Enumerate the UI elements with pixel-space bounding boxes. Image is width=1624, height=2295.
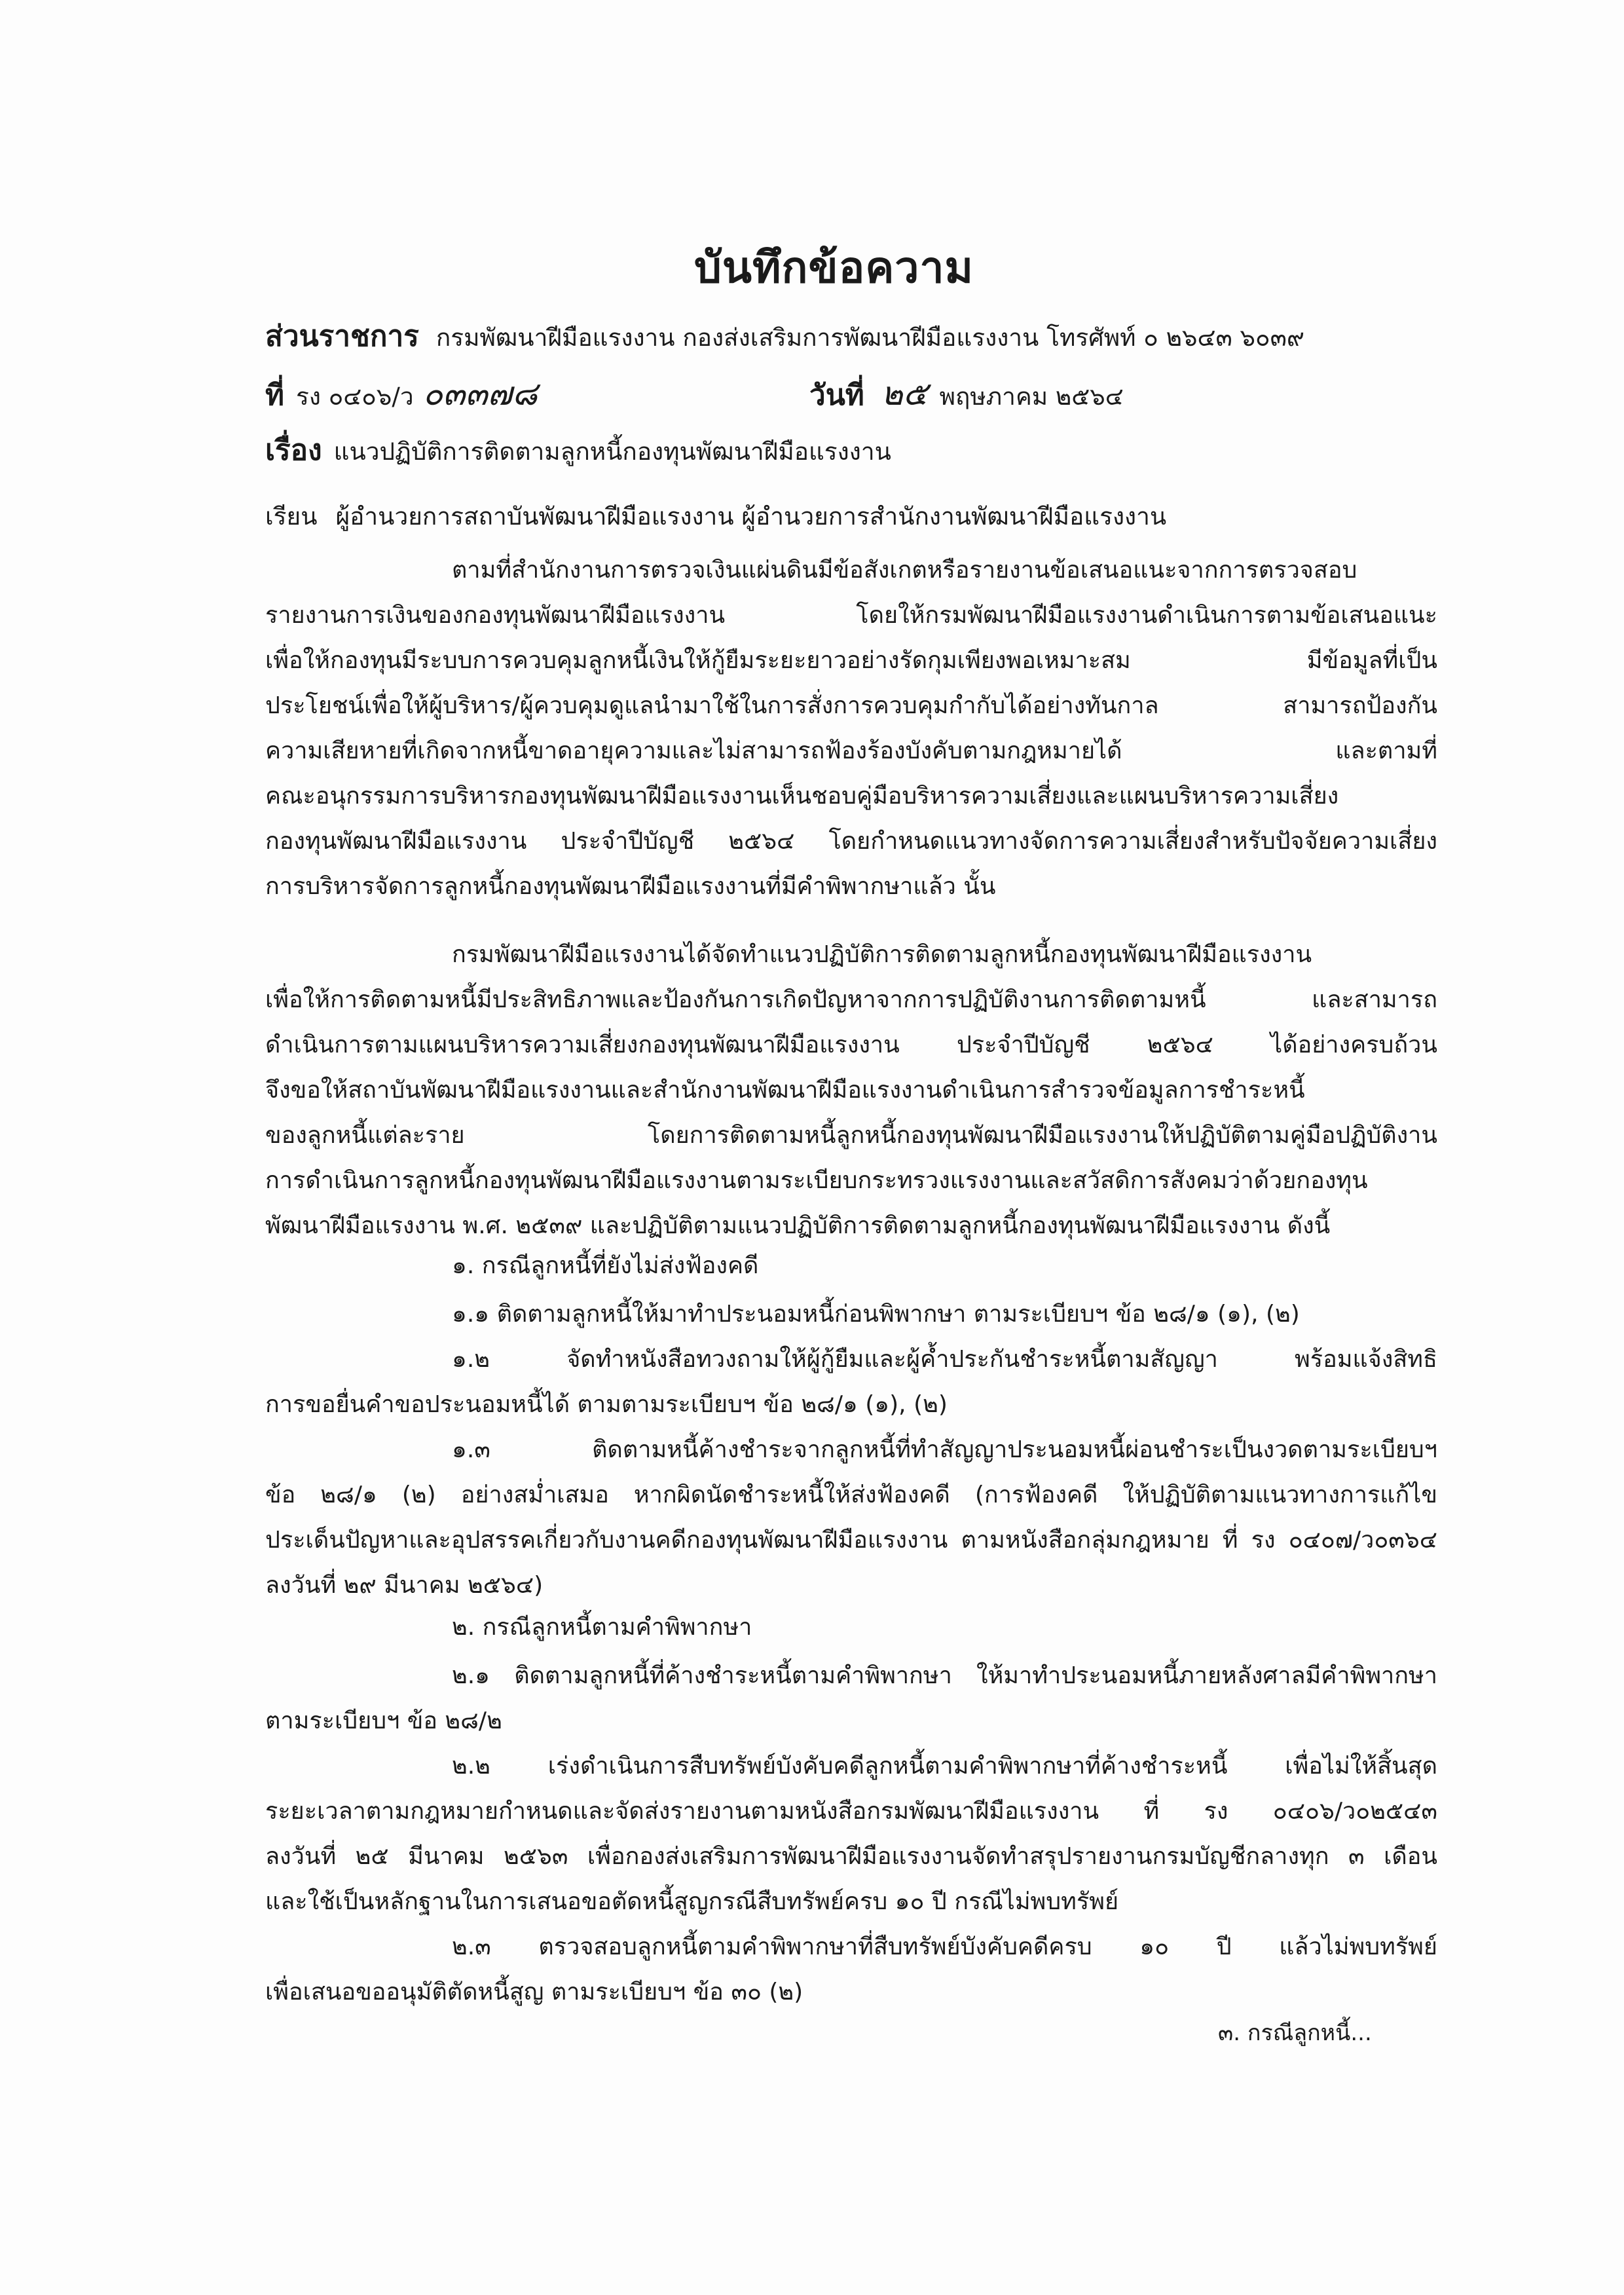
reference-value: รง ๐๔๐๖/ว (296, 382, 414, 411)
list-item-line: ลงวันที่ ๒๕ มีนาคม ๒๕๖๓ เพื่อกองส่งเสริมการพัฒนาฝีมือแรงงานจัดทำสรุปรายงานกรมบัญชีกลางทุก ๓ เดือน (265, 1843, 1437, 1870)
paragraph-2 (265, 932, 1437, 1248)
section-2-item-1 (265, 1653, 1437, 1744)
list-item-line: ๑.๑ ติดตามลูกหนี้ให้มาทำประนอมหนี้ก่อนพิพากษา ตามระเบียบฯ ข้อ ๒๘/๑ (๑), (๒) (452, 1301, 1300, 1328)
paragraph-line: ประโยชน์เพื่อให้ผู้บริหาร/ผู้ควบคุมดูแลนำมาใช้ในการสั่งการควบคุมกำกับได้อย่างทันกาล สามารถป้องกัน (265, 692, 1437, 719)
paragraph-line: ความเสียหายที่เกิดจากหนี้ขาดอายุความและไม่สามารถฟ้องร้องบังคับตามกฎหมายได้ และตามที่ (265, 737, 1437, 764)
agency-label: ส่วนราชการ (265, 320, 419, 353)
list-item-line: และใช้เป็นหลักฐานในการเสนอขอตัดหนี้สูญกรณีสืบทรัพย์ครบ ๑๐ ปี กรณีไม่พบทรัพย์ (265, 1888, 1119, 1915)
paragraph-line: พัฒนาฝีมือแรงงาน พ.ศ. ๒๕๓๙ และปฏิบัติตามแนวปฏิบัติการติดตามลูกหนี้กองทุนพัฒนาฝีมือแรงงาน ดังนี้ (265, 1212, 1331, 1239)
section-1-heading: ๑. กรณีลูกหนี้ที่ยังไม่ส่งฟ้องคดี (452, 1252, 759, 1279)
date-day-handwritten: ๒๕ (881, 375, 928, 413)
addressee-label: เรียน (265, 502, 318, 531)
subject-label: เรื่อง (265, 434, 322, 467)
section-2-item-3 (265, 1924, 1437, 2015)
agency-line (265, 313, 1304, 359)
addressee-line (265, 497, 1166, 536)
paragraph-line: คณะอนุกรรมการบริหารกองทุนพัฒนาฝีมือแรงงานเห็นชอบคู่มือบริหารความเสี่ยงและแผนบริหารความเสี่ยง (265, 783, 1339, 810)
addressee-value: ผู้อำนวยการสถาบันพัฒนาฝีมือแรงงาน ผู้อำนวยการสำนักงานพัฒนาฝีมือแรงงาน (335, 502, 1167, 531)
date-value: พฤษภาคม ๒๕๖๔ (939, 382, 1124, 411)
continuation-marker: ๓. กรณีลูกหนี้... (1218, 2020, 1372, 2046)
date-label: วันที่ (809, 379, 864, 412)
reference-line (265, 368, 538, 420)
list-item-line: ๒.๒ เร่งดำเนินการสืบทรัพย์บังคับคดีลูกหนี้ตามคำพิพากษาที่ค้างชำระหนี้ เพื่อไม่ให้สิ้นสุด (452, 1753, 1437, 1780)
paragraph-line: จึงขอให้สถาบันพัฒนาฝีมือแรงงานและสำนักงานพัฒนาฝีมือแรงงานดำเนินการสำรวจข้อมูลการชำระหนี้ (265, 1077, 1305, 1104)
list-item-line: ประเด็นปัญหาและอุปสรรคเกี่ยวกับงานคดีกองทุนพัฒนาฝีมือแรงงาน ตามหนังสือกลุ่มกฎหมาย ที่ รง ๐๔๐๗/ว๐๓๖๔ (265, 1527, 1437, 1554)
list-item-line: ลงวันที่ ๒๙ มีนาคม ๒๕๖๔) (265, 1572, 544, 1599)
section-1-item-3 (265, 1427, 1437, 1608)
list-item-line: ๑.๓ ติดตามหนี้ค้างชำระจากลูกหนี้ที่ทำสัญญาประนอมหนี้ผ่อนชำระเป็นงวดตามระเบียบฯ (452, 1436, 1437, 1463)
document-title: บันทึกข้อความ (694, 242, 974, 293)
list-item-line: ๒.๓ ตรวจสอบลูกหนี้ตามคำพิพากษาที่สืบทรัพย์บังคับคดีครบ ๑๐ ปี แล้วไม่พบทรัพย์ (452, 1933, 1437, 1960)
paragraph-line: การดำเนินการลูกหนี้กองทุนพัฒนาฝีมือแรงงานตามระเบียบกระทรวงแรงงานและสวัสดิการสังคมว่าด้วยกองทุน (265, 1167, 1368, 1194)
subject-line (265, 427, 891, 473)
section-2-heading: ๒. กรณีลูกหนี้ตามคำพิพากษา (452, 1614, 752, 1641)
section-1-item-2 (265, 1337, 1437, 1427)
reference-label: ที่ (265, 379, 285, 412)
paragraph-line: รายงานการเงินของกองทุนพัฒนาฝีมือแรงงาน โดยให้กรมพัฒนาฝีมือแรงงานดำเนินการตามข้อเสนอแนะ (265, 602, 1437, 629)
paragraph-1 (265, 548, 1437, 909)
section-2-item-2 (265, 1744, 1437, 1924)
list-item-line: เพื่อเสนอขออนุมัติตัดหนี้สูญ ตามระเบียบฯ ข้อ ๓๐ (๒) (265, 1979, 803, 2006)
list-item-line: ตามระเบียบฯ ข้อ ๒๘/๒ (265, 1707, 502, 1734)
paragraph-line: กรมพัฒนาฝีมือแรงงานได้จัดทำแนวปฏิบัติการติดตามลูกหนี้กองทุนพัฒนาฝีมือแรงงาน (452, 941, 1312, 968)
reference-handwritten-number: ๐๓๓๗๘ (422, 375, 538, 413)
paragraph-line: การบริหารจัดการลูกหนี้กองทุนพัฒนาฝีมือแรงงานที่มีคำพิพากษาแล้ว นั้น (265, 873, 996, 900)
list-item-line: ๒.๑ ติดตามลูกหนี้ที่ค้างชำระหนี้ตามคำพิพากษา ให้มาทำประนอมหนี้ภายหลังศาลมีคำพิพากษา (452, 1662, 1437, 1689)
paragraph-line: เพื่อให้การติดตามหนี้มีประสิทธิภาพและป้องกันการเกิดปัญหาจากการปฏิบัติงานการติดตามหนี้ และสามารถ (265, 986, 1437, 1013)
section-1-item-1 (265, 1292, 1437, 1337)
paragraph-line: กองทุนพัฒนาฝีมือแรงงาน ประจำปีบัญชี ๒๕๖๔ โดยกำหนดแนวทางจัดการความเสี่ยงสำหรับปัจจัยความเสี่ยง (265, 828, 1437, 855)
subject-value: แนวปฏิบัติการติดตามลูกหนี้กองทุนพัฒนาฝีมือแรงงาน (333, 438, 891, 466)
paragraph-line: เพื่อให้กองทุนมีระบบการควบคุมลูกหนี้เงินให้กู้ยืมระยะยาวอย่างรัดกุมเพียงพอเหมาะสม มีข้อมูลที่เป็น (265, 647, 1437, 674)
list-item-line: ข้อ ๒๘/๑ (๒) อย่างสม่ำเสมอ หากผิดนัดชำระหนี้ให้ส่งฟ้องคดี (การฟ้องคดี ให้ปฏิบัติตามแนวทางการแก้ไข (265, 1482, 1437, 1508)
date-line (809, 368, 1124, 420)
list-item-line: การขอยื่นคำขอประนอมหนี้ได้ ตามตามระเบียบฯ ข้อ ๒๘/๑ (๑), (๒) (265, 1391, 948, 1418)
paragraph-line: ดำเนินการตามแผนบริหารความเสี่ยงกองทุนพัฒนาฝีมือแรงงาน ประจำปีบัญชี ๒๕๖๔ ได้อย่างครบถ้วน (265, 1032, 1437, 1058)
paragraph-line: ของลูกหนี้แต่ละราย โดยการติดตามหนี้ลูกหนี้กองทุนพัฒนาฝีมือแรงงานให้ปฏิบัติตามคู่มือปฏิบัติงาน (265, 1122, 1437, 1149)
agency-value: กรมพัฒนาฝีมือแรงงาน กองส่งเสริมการพัฒนาฝีมือแรงงาน โทรศัพท์ ๐ ๒๖๔๓ ๖๐๓๙ (435, 324, 1304, 352)
paragraph-line: ตามที่สำนักงานการตรวจเงินแผ่นดินมีข้อสังเกตหรือรายงานข้อเสนอแนะจากการตรวจสอบ (452, 557, 1357, 584)
list-item-line: ๑.๒ จัดทำหนังสือทวงถามให้ผู้กู้ยืมและผู้ค้ำประกันชำระหนี้ตามสัญญา พร้อมแจ้งสิทธิ (452, 1346, 1437, 1373)
list-item-line: ระยะเวลาตามกฎหมายกำหนดและจัดส่งรายงานตามหนังสือกรมพัฒนาฝีมือแรงงาน ที่ รง ๐๔๐๖/ว๐๒๕๔๓ (265, 1798, 1437, 1825)
